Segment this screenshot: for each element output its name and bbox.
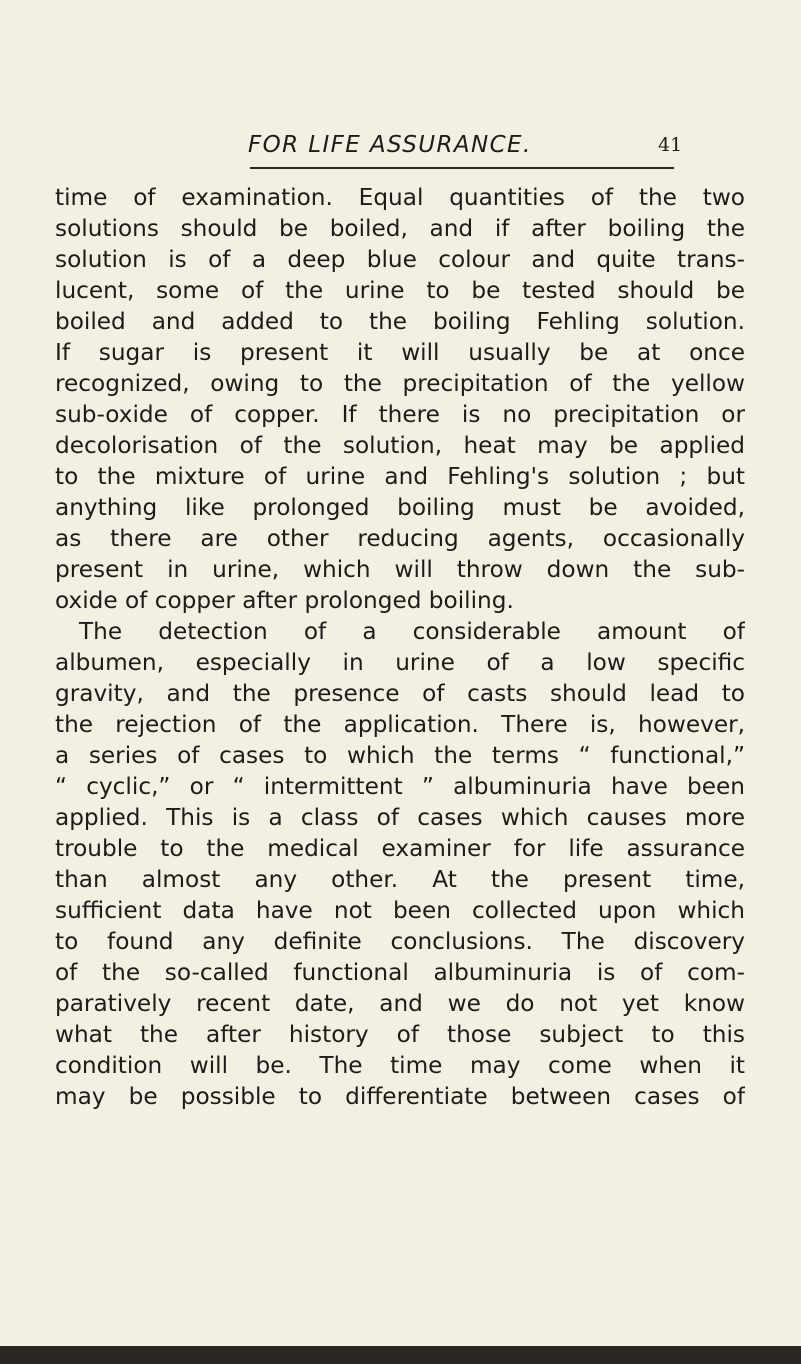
text-line: solutions should be boiled, and if after boiling the (55, 215, 745, 242)
text-line: albumen, especially in urine of a low specific (55, 649, 745, 676)
text-line: lucent, some of the urine to be tested should be (55, 277, 745, 304)
text-line: “ cyclic,” or “ intermittent ” albuminuria have been (55, 773, 745, 800)
scan-bottom-edge (0, 1346, 801, 1364)
header-rule (250, 167, 674, 169)
text-line: than almost any other. At the present time, (55, 866, 745, 893)
text-line: a series of cases to which the terms “ functional,” (55, 742, 745, 769)
text-line: If sugar is present it will usually be at once (55, 339, 745, 366)
running-title: FOR LIFE ASSURANCE. (248, 132, 532, 158)
text-line: paratively recent date, and we do not yet know (55, 990, 745, 1017)
text-line: anything like prolonged boiling must be avoided, (55, 494, 745, 521)
text-line: boiled and added to the boiling Fehling solution. (55, 308, 745, 335)
text-line: present in urine, which will throw down the sub- (55, 556, 745, 583)
text-line: oxide of copper after prolonged boiling. (55, 587, 514, 614)
text-line: applied. This is a class of cases which causes more (55, 804, 745, 831)
text-line: The detection of a considerable amount of (79, 618, 745, 645)
text-line: trouble to the medical examiner for life assurance (55, 835, 745, 862)
page-header (0, 128, 801, 162)
text-line: gravity, and the presence of casts should lead to (55, 680, 745, 707)
body-text (55, 182, 745, 1112)
text-line: sub-oxide of copper. If there is no precipitation or (55, 401, 745, 428)
text-line: as there are other reducing agents, occasionally (55, 525, 745, 552)
text-line: solution is of a deep blue colour and quite trans- (55, 246, 745, 273)
text-line: recognized, owing to the precipitation of the yellow (55, 370, 745, 397)
text-line: what the after history of those subject to this (55, 1021, 745, 1048)
text-line: sufficient data have not been collected upon which (55, 897, 745, 924)
text-line: time of examination. Equal quantities of the two (55, 184, 745, 211)
text-line: to found any definite conclusions. The discovery (55, 928, 745, 955)
text-line: decolorisation of the solution, heat may be applied (55, 432, 745, 459)
text-line: the rejection of the application. There is, however, (55, 711, 745, 738)
text-line: of the so-called functional albuminuria is of com- (55, 959, 745, 986)
text-line: may be possible to differentiate between cases of (55, 1083, 745, 1110)
text-line: to the mixture of urine and Fehling's solution ; but (55, 463, 745, 490)
text-line: condition will be. The time may come when it (55, 1052, 745, 1079)
page-number: 41 (658, 134, 683, 156)
